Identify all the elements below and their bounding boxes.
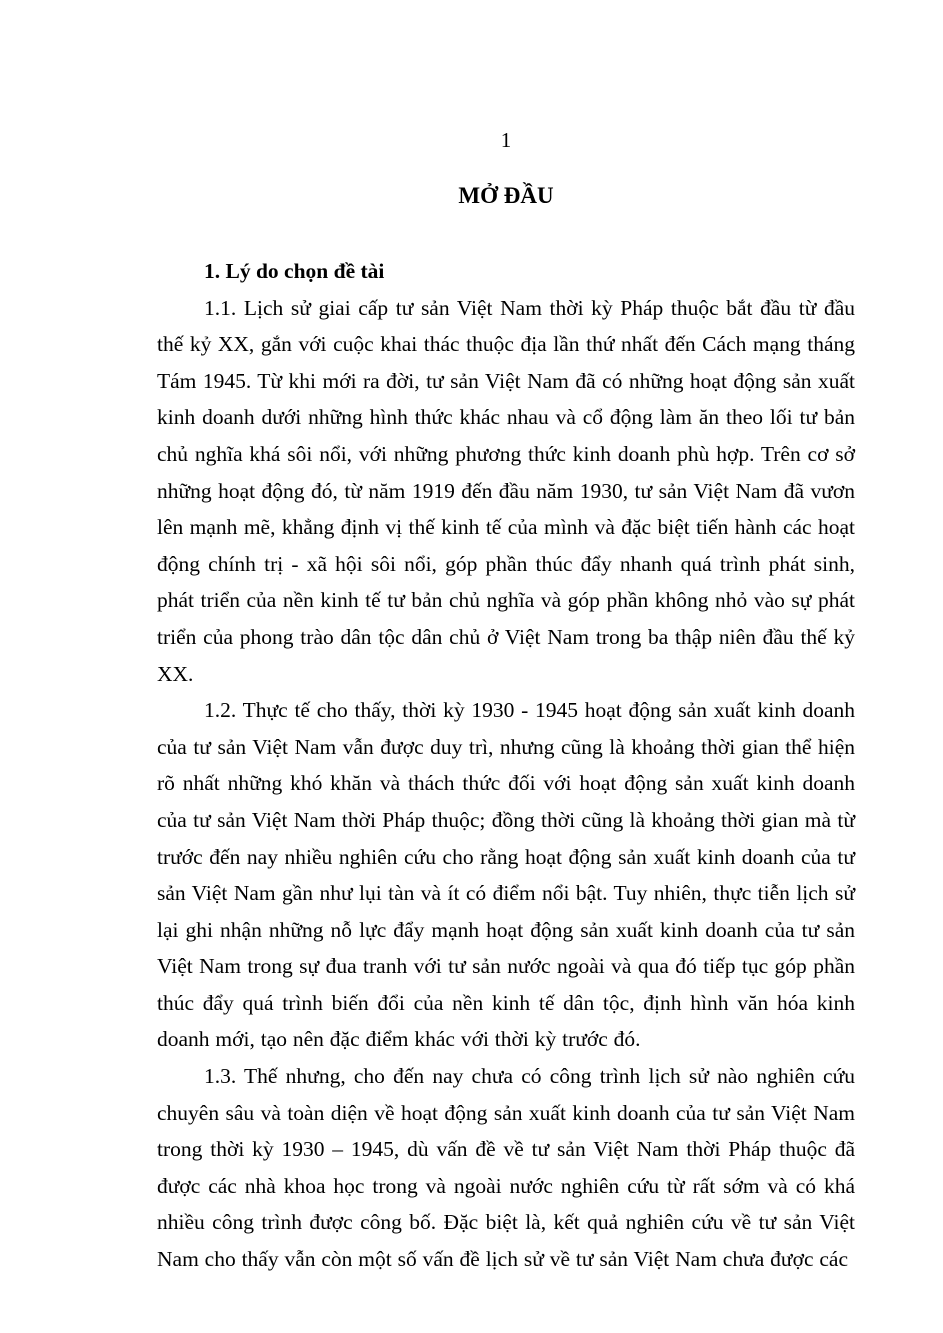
page-number: 1 xyxy=(500,128,512,152)
paragraph-1-2: 1.2. Thực tế cho thấy, thời kỳ 1930 - 1945 hoạt động sản xuất kinh doanh của tư sản Việt Nam vẫn được duy trì, nhưng cũng là khoảng thời gian thể hiện rõ nhất những khó khăn và thách thức đối với hoạt động sản xuất kinh doanh của tư sản Việt Nam thời Pháp thuộc; đồng thời cũng là khoảng thời gian mà từ trước đến nay nhiều nghiên cứu cho rằng hoạt động sản xuất kinh doanh của tư sản Việt Nam gần như lụi tàn và ít có điểm nổi bật. Tuy nhiên, thực tiễn lịch sử lại ghi nhận những nỗ lực đẩy mạnh hoạt động sản xuất kinh doanh của tư sản Việt Nam trong sự đua tranh với tư sản nước ngoài và qua đó tiếp tục góp phần thúc đẩy quá trình biến đổi của nền kinh tế dân tộc, định hình văn hóa kinh doanh mới, tạo nên đặc điểm khác với thời kỳ trước đó. xyxy=(157,698,855,1052)
section-heading: 1. Lý do chọn đề tài xyxy=(204,259,385,283)
document-title: MỞ ĐẦU xyxy=(458,183,554,208)
paragraph-1-1: 1.1. Lịch sử giai cấp tư sản Việt Nam thời kỳ Pháp thuộc bắt đầu từ đầu thế kỷ XX, gắn với cuộc khai thác thuộc địa lần thứ nhất đến Cách mạng tháng Tám 1945. Từ khi mới ra đời, tư sản Việt Nam đã có những hoạt động sản xuất kinh doanh dưới những hình thức khác nhau và cổ động làm ăn theo lối tư bản chủ nghĩa khá sôi nổi, với những phương thức kinh doanh phù hợp. Trên cơ sở những hoạt động đó, từ năm 1919 đến đầu năm 1930, tư sản Việt Nam đã vươn lên mạnh mẽ, khẳng định vị thế kinh tế của mình và đặc biệt tiến hành các hoạt động chính trị - xã hội sôi nổi, góp phần thúc đẩy nhanh quá trình phát sinh, phát triển của nền kinh tế tư bản chủ nghĩa và góp phần không nhỏ vào sự phát triển của phong trào dân tộc dân chủ ở Việt Nam trong ba thập niên đầu thế kỷ XX. xyxy=(157,295,855,686)
paragraph-1-3: 1.3. Thế nhưng, cho đến nay chưa có công trình lịch sử nào nghiên cứu chuyên sâu và toàn diện về hoạt động sản xuất kinh doanh của tư sản Việt Nam trong thời kỳ 1930 – 1945, dù vấn đề về tư sản Việt Nam thời Pháp thuộc đã được các nhà khoa học trong và ngoài nước nghiên cứu từ rất sớm và có khá nhiều công trình được công bố. Đặc biệt là, kết quả nghiên cứu về tư sản Việt Nam cho thấy vẫn còn một số vấn đề lịch sử về tư sản Việt Nam chưa được các xyxy=(157,1064,855,1272)
